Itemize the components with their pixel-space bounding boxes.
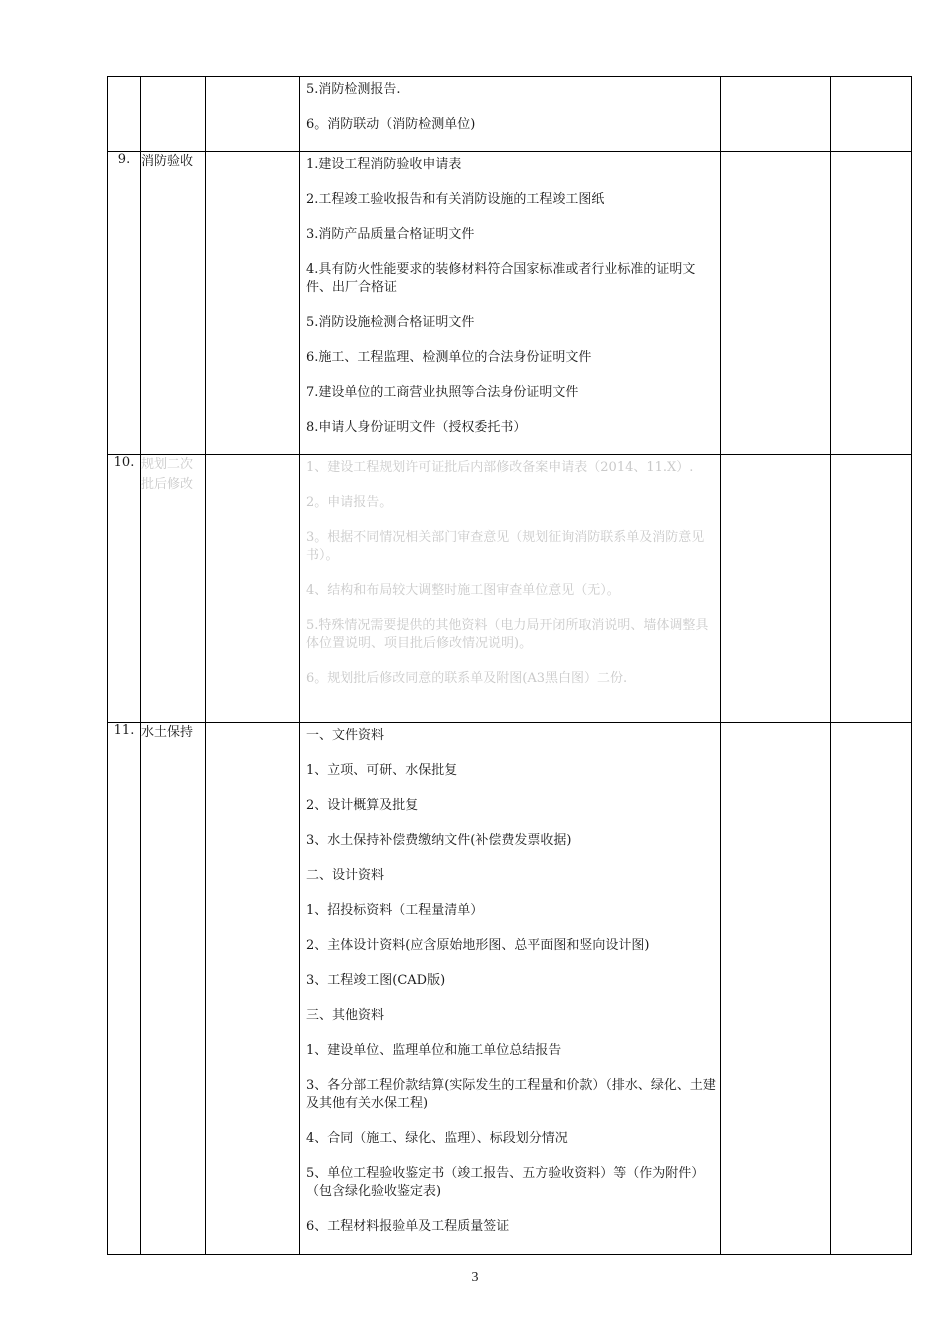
- materials-cell: [300, 152, 721, 455]
- list-item: 3.消防产品质量合格证明文件: [306, 227, 475, 242]
- list-item: 1、建设单位、监理单位和施工单位总结报告: [306, 1043, 562, 1058]
- list-item: 1、招投标资料（工程量清单）: [306, 903, 484, 918]
- list-item: 4.具有防火性能要求的装修材料符合国家标准或者行业标准的证明文件、出厂合格证: [306, 262, 696, 295]
- list-item: 6。消防联动（消防检测单位): [306, 117, 476, 132]
- empty-cell: [721, 455, 831, 723]
- list-item: 5.消防检测报告.: [306, 82, 401, 97]
- list-item: 6。规划批后修改同意的联系单及附图(A3黑白图）二份.: [306, 671, 628, 686]
- row-number: 11.: [108, 723, 141, 1255]
- list-item: 5.特殊情况需要提供的其他资料（电力局开闭所取消说明、墙体调整具体位置说明、项目批后修改情况说明)。: [306, 618, 709, 651]
- row-title: 水土保持: [141, 723, 206, 1255]
- list-item: 3、工程竣工图(CAD版): [306, 973, 446, 988]
- list-item: 5.消防设施检测合格证明文件: [306, 315, 475, 330]
- empty-cell: [721, 77, 831, 152]
- list-item: 6、工程材料报验单及工程质量签证: [306, 1219, 510, 1234]
- list-item: 2、主体设计资料(应含原始地形图、总平面图和竖向设计图): [306, 938, 650, 953]
- empty-cell: [831, 77, 912, 152]
- list-item: 1、立项、可研、水保批复: [306, 763, 458, 778]
- list-item: 3、各分部工程价款结算(实际发生的工程量和价款）（排水、绿化、土建及其他有关水保工程): [306, 1078, 716, 1111]
- list-item: 三、其他资料: [306, 1008, 385, 1023]
- page-number: 3: [471, 1270, 479, 1285]
- row-number: 9.: [108, 152, 141, 455]
- row-title: 规划二次批后修改: [141, 455, 206, 723]
- empty-cell: [206, 152, 300, 455]
- list-item: 6.施工、工程监理、检测单位的合法身份证明文件: [306, 350, 592, 365]
- row-title: [141, 77, 206, 152]
- list-item: 5、单位工程验收鉴定书（竣工报告、五方验收资料）等（作为附件）（包含绿化验收鉴定表): [306, 1166, 705, 1199]
- row-title: 消防验收: [141, 152, 206, 455]
- list-item: 4、合同（施工、绿化、监理）、标段划分情况: [306, 1131, 568, 1146]
- table-row: [108, 152, 912, 455]
- empty-cell: [206, 723, 300, 1255]
- list-item: 2、设计概算及批复: [306, 798, 419, 813]
- requirements-table: [107, 76, 912, 1255]
- empty-cell: [831, 455, 912, 723]
- empty-cell: [721, 152, 831, 455]
- list-item: 1.建设工程消防验收申请表: [306, 157, 462, 172]
- list-item: 7.建设单位的工商营业执照等合法身份证明文件: [306, 385, 579, 400]
- table-row: [108, 455, 912, 723]
- list-item: 4、结构和布局较大调整时施工图审查单位意见（无）。: [306, 583, 620, 598]
- list-item: 2.工程竣工验收报告和有关消防设施的工程竣工图纸: [306, 192, 605, 207]
- list-item: 二、设计资料: [306, 868, 385, 883]
- row-number: 10.: [108, 455, 141, 723]
- list-item: 3。根据不同情况相关部门审查意见（规划征询消防联系单及消防意见书）。: [306, 530, 705, 563]
- materials-cell: [300, 77, 721, 152]
- table-row: [108, 77, 912, 152]
- list-item: 1、建设工程规划许可证批后内部修改备案申请表（2014、11.X）.: [306, 460, 694, 475]
- list-item: 2。申请报告。: [306, 495, 393, 510]
- table-row: [108, 723, 912, 1255]
- empty-cell: [831, 723, 912, 1255]
- list-item: 8.申请人身份证明文件（授权委托书）: [306, 420, 527, 435]
- materials-cell: [300, 455, 721, 723]
- empty-cell: [206, 455, 300, 723]
- list-item: 一、文件资料: [306, 728, 385, 743]
- list-item: 3、水土保持补偿费缴纳文件(补偿费发票收据): [306, 833, 572, 848]
- empty-cell: [721, 723, 831, 1255]
- materials-cell: [300, 723, 721, 1255]
- row-number: [108, 77, 141, 152]
- empty-cell: [206, 77, 300, 152]
- empty-cell: [831, 152, 912, 455]
